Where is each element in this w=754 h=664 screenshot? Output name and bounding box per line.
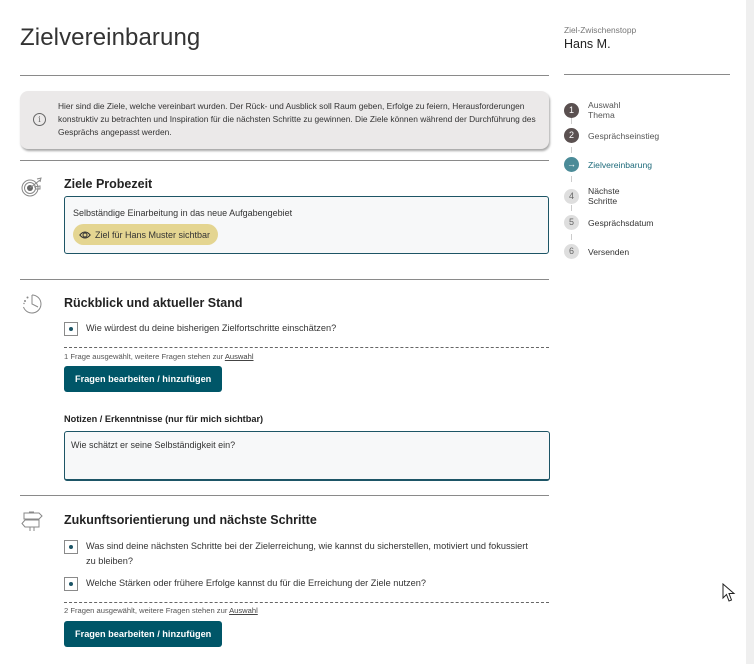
step-label: Zielvereinbarung	[588, 159, 653, 170]
eye-icon	[79, 230, 91, 240]
section-title-future: Zukunftsorientierung und nächste Schritte	[64, 513, 317, 527]
step-item-gespraechsdatum[interactable]	[564, 215, 653, 230]
selection-link[interactable]: Auswahl	[229, 606, 258, 615]
step-connector	[571, 176, 572, 182]
selection-meta: 1 Frage ausgewählt, weitere Fragen stehen zur Auswahl	[64, 352, 254, 361]
sidebar-name: Hans M.	[564, 37, 611, 51]
edit-questions-button[interactable]: Fragen bearbeiten / hinzufügen	[64, 366, 222, 392]
step-connector	[571, 234, 572, 240]
divider	[20, 279, 549, 280]
step-number: 5	[564, 215, 579, 230]
visibility-chip-label: Ziel für Hans Muster sichtbar	[95, 229, 211, 240]
step-item-auswahl-thema[interactable]	[564, 100, 620, 120]
divider	[20, 160, 549, 161]
edit-questions-button[interactable]: Fragen bearbeiten / hinzufügen	[64, 621, 222, 647]
step-number: 2	[564, 128, 579, 143]
step-label: Gesprächseinstieg	[588, 130, 660, 141]
divider	[564, 74, 730, 75]
info-text: Hier sind die Ziele, welche vereinbart wurden. Der Rück- und Ausblick soll Raum geben, Erfolge zu feiern, Herausforderungen konstruktiv zu betrachten und Inspiration für die nächsten Schritte zu gewinnen. Die Ziele können während der Durchführung des Gesprächs angepasst werden.	[58, 101, 536, 137]
question-checkbox[interactable]	[64, 322, 78, 336]
goal-text: Selbständige Einarbeitung in das neue Aufgabengebiet	[73, 208, 293, 218]
sidebar-subtitle: Ziel-Zwischenstopp	[564, 25, 637, 35]
divider	[20, 495, 549, 496]
clock-icon	[20, 292, 44, 316]
question-item[interactable]	[64, 576, 426, 591]
step-label: Nächste Schritte	[588, 186, 620, 206]
step-item-gespraechseinstieg[interactable]	[564, 128, 659, 143]
question-item[interactable]	[64, 539, 534, 568]
dashed-divider	[64, 602, 549, 603]
question-checkbox[interactable]	[64, 577, 78, 591]
question-checkbox[interactable]	[64, 540, 78, 554]
section-title-review: Rückblick und aktueller Stand	[64, 296, 243, 310]
section-title-goals: Ziele Probezeit	[64, 177, 153, 191]
step-number: 4	[564, 189, 579, 204]
question-text: Wie würdest du deine bisherigen Zielfortschritte einschätzen?	[86, 323, 337, 333]
target-icon	[20, 175, 44, 199]
info-banner	[20, 91, 549, 149]
signpost-icon	[20, 510, 44, 534]
arrow-right-icon: →	[564, 157, 579, 172]
selection-meta: 2 Fragen ausgewählt, weitere Fragen stehen zur Auswahl	[64, 606, 258, 615]
question-item[interactable]	[64, 321, 336, 336]
step-number: 6	[564, 244, 579, 259]
step-label: Auswahl Thema	[588, 100, 621, 120]
goal-card[interactable]	[64, 196, 549, 254]
step-connector	[571, 205, 572, 211]
step-item-naechste-schritte[interactable]	[564, 186, 620, 206]
step-item-zielvereinbarung[interactable]	[564, 157, 652, 172]
step-connector	[571, 118, 572, 124]
divider	[20, 75, 549, 76]
step-item-versenden[interactable]	[564, 244, 629, 259]
step-number: 1	[564, 103, 579, 118]
step-connector	[571, 147, 572, 153]
notes-label: Notizen / Erkenntnisse (nur für mich sichtbar)	[64, 414, 264, 424]
notes-textarea[interactable]: Wie schätzt er seine Selbständigkeit ein?	[64, 431, 550, 481]
mouse-cursor-icon	[722, 583, 736, 603]
selection-link[interactable]: Auswahl	[224, 352, 254, 361]
page-title: Zielvereinbarung	[20, 24, 201, 51]
dashed-divider	[64, 347, 549, 348]
visibility-chip[interactable]	[73, 224, 218, 245]
question-text: Welche Stärken oder frühere Erfolge kannst du für die Erreichung der Ziele nutzen?	[86, 578, 426, 588]
question-text: Was sind deine nächsten Schritte bei der Zielerreichung, wie kannst du sicherstellen, motiviert und fokussiert zu bleiben?	[86, 541, 528, 566]
scrollbar-track[interactable]	[746, 0, 754, 664]
info-icon: i	[33, 113, 46, 126]
step-label: Versenden	[588, 246, 630, 257]
step-label: Gesprächsdatum	[588, 217, 654, 228]
